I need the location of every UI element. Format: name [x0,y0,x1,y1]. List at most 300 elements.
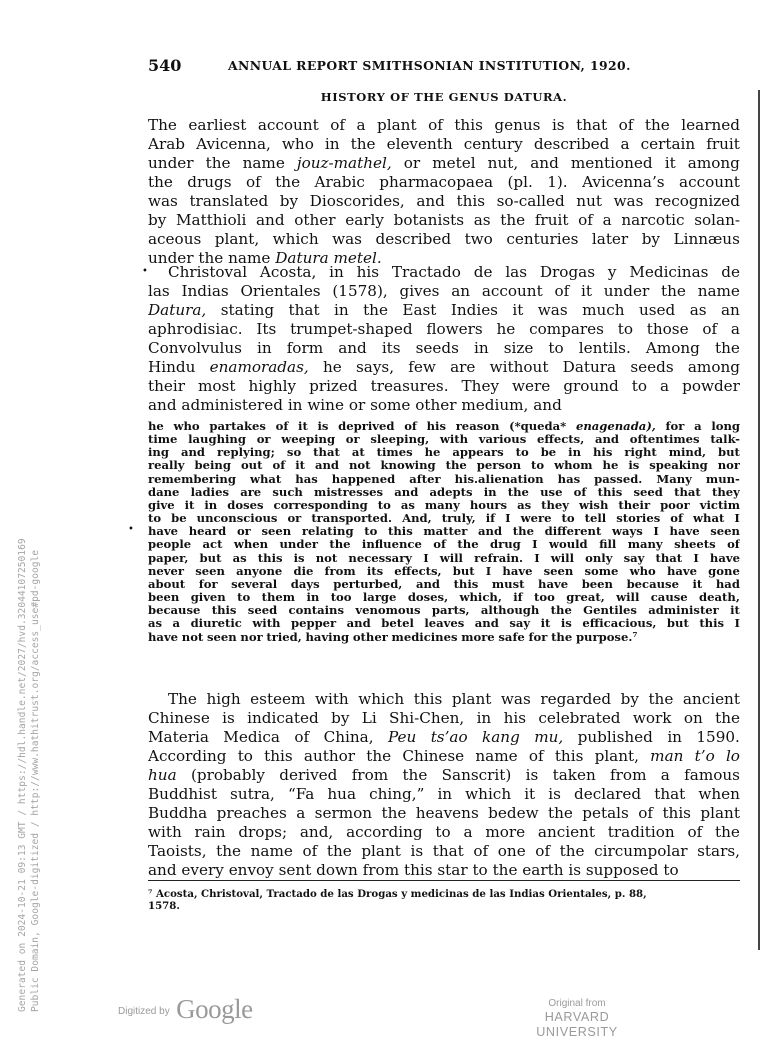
text-line [148,690,740,709]
word: have [709,551,740,565]
word: knowing [380,459,436,473]
word: and [394,485,419,499]
word: Datura [275,249,329,268]
word: was [500,690,531,708]
word: by [279,192,299,211]
word: of [275,420,289,433]
word: have [538,577,569,591]
word: to [377,498,391,512]
word: learned [681,116,740,134]
word: (probably [190,766,265,785]
text-line [148,525,740,538]
word: other [415,396,457,415]
word: in [204,498,218,512]
word: famous [684,766,740,785]
word: narcotic [621,211,685,230]
word: and [148,861,177,880]
word: their [618,498,651,512]
word: I [693,551,699,565]
page-number: 540 [148,56,182,75]
harvard-university-label: HARVARD UNIVERSITY [536,1010,618,1039]
word: has [557,472,581,486]
word: of [727,538,740,552]
word: his.alienation [454,472,544,486]
word: with [252,617,281,631]
word: and [530,154,559,173]
word: the [381,804,407,823]
word: or [403,154,421,173]
word: plant [377,116,417,134]
word: (*queda* [509,420,567,433]
word: medium, [461,396,529,415]
text-line [148,420,740,433]
word: unconscious [196,512,278,526]
word: long [711,420,740,433]
digitized-by-google [118,994,253,1025]
word: supposed [585,861,659,880]
word: he [322,358,342,377]
word: to [617,320,633,339]
word: in [324,135,340,154]
word: although [480,604,540,618]
word: in [329,263,344,281]
word: taken [552,766,596,785]
word: diuretic [190,617,242,631]
word: the [402,766,428,785]
word: heavens [415,804,479,823]
text-line [148,282,740,301]
word: people [148,538,192,552]
word: administer [648,604,719,618]
word: must [491,577,525,591]
word: The [168,690,197,708]
word: 1590. [696,728,740,747]
word: plant [700,804,740,823]
word: were [520,512,552,526]
word: as [232,551,247,565]
word: it [540,617,551,631]
word: the [507,485,529,499]
word: the [445,459,467,473]
word: sermon [314,804,373,823]
word: sheets [674,538,716,552]
word: Arab [148,135,186,154]
word: of [294,728,310,747]
word: of [618,116,634,134]
word: tried, [266,630,302,644]
word: Drogas [539,263,596,281]
word: las [148,282,170,301]
word: of [578,211,593,230]
word: more [485,823,526,842]
word: on [683,709,703,728]
word: is [317,420,329,433]
word: that [576,116,608,134]
word: flowers [426,320,483,339]
word: cause [650,591,688,605]
word: and [474,617,499,631]
word: it [730,604,740,618]
word: Chinese [148,709,210,728]
word: of [535,842,551,861]
paragraph-li-shi-chen [148,690,740,880]
word: de [473,263,493,281]
word: or [287,512,302,526]
text-line [148,154,740,173]
text-line [148,747,740,766]
word: be [540,446,557,460]
word: lentils. [578,339,631,358]
word: right [624,446,657,460]
word: fill [599,538,617,552]
word: “Fa [287,785,315,804]
word: influence [361,538,422,552]
word: Convolvulus [148,339,242,358]
word: name [228,249,271,268]
word: when [698,785,740,804]
word: of [246,173,261,192]
word: die [293,564,314,578]
word: an [720,301,740,320]
word: ing [148,446,169,460]
word: an [451,282,471,301]
stray-dot-mark: • [128,524,134,535]
word: ground [563,377,619,396]
word: it [524,785,536,804]
word: a [602,211,612,230]
word: will [550,551,574,565]
word: what [693,512,725,526]
word: Acosta, [259,263,317,281]
word: century [463,135,523,154]
text-line [148,631,740,644]
word: administered [181,396,283,415]
word: they [541,498,570,512]
word: pharmacopaea [379,173,494,192]
word: as [400,498,415,512]
word: in [437,785,453,804]
word: enamoradas, [209,358,309,377]
footnote-line: 1578. [148,900,180,912]
word: he [148,420,164,433]
word: and [533,396,562,415]
running-title: ANNUAL REPORT SMITHSONIAN INSTITUTION, 1920. [228,58,631,73]
word: it [664,154,676,173]
word: the [329,538,351,552]
word: hours [469,498,508,512]
word: or [256,433,271,447]
word: in [287,396,303,415]
watermark-line: Public Domain, Google-digitized / http://www.hathitrust.org/access_use#pd-google [30,549,41,1012]
word: give [148,498,175,512]
word: say [623,551,645,565]
word: to [515,446,529,460]
word: The [148,116,177,134]
word: only [585,551,613,565]
word: about [148,577,186,591]
text-line [148,578,740,591]
word: in [334,301,349,320]
word: which [272,230,319,249]
word: a [296,804,306,823]
word: effects, [536,433,585,447]
word: gone [708,564,740,578]
word: have [148,525,179,539]
word: among [687,358,740,377]
word: I [423,551,429,565]
word: of [554,282,570,301]
word: powder [682,377,740,396]
word: lo [725,747,740,766]
word: drops; [238,823,288,842]
footnote-line: ⁷ Acosta, Christoval, Tractado de las Drogas y medicinas de las Indias Orientales, p. 88, [148,888,647,900]
word: the [715,823,740,842]
word: Many [656,472,692,486]
word: Matthioli [176,211,247,230]
text-line [148,396,740,415]
word: ancient [682,690,740,708]
word: account [679,173,740,192]
word: are [450,358,476,377]
word: he [496,320,516,339]
word: name [697,282,740,301]
word: Tractado [391,263,461,281]
word: the [148,173,173,192]
word: victim [699,498,740,512]
word: nor [717,459,740,473]
word: nut, [487,154,519,173]
word: Christoval [168,263,248,281]
word: stating [220,301,275,320]
word: seeds [415,339,459,358]
word: two [464,230,493,249]
word: indicated [247,709,319,728]
text-line [148,358,740,377]
word: Avicenna’s [582,173,665,192]
word: from [362,861,400,880]
word: of [404,420,417,433]
text-line [148,486,740,499]
word: for [665,420,685,433]
word: great, [566,591,605,605]
word: to [631,377,647,396]
word: is [410,842,424,861]
word: of [573,485,587,499]
text-line [148,135,740,154]
word: 1). [547,173,568,192]
word: of [473,842,489,861]
word: replying; [216,446,275,460]
word: oftentimes [629,433,700,447]
word: perturbed, [333,577,403,591]
word: a [172,617,181,631]
word: the [550,604,572,618]
word: circumpolar [594,842,688,861]
word: ladies [190,485,229,499]
word: much [582,301,625,320]
word: tell [584,512,607,526]
word: if [485,512,496,526]
word: seen [207,630,237,644]
word: I [534,551,540,565]
word: death, [699,591,740,605]
word: weeping [281,433,336,447]
word: having [305,630,350,644]
word: have [502,564,533,578]
word: some [370,396,411,415]
word: is [525,766,539,785]
word: solan- [694,211,740,230]
word: mistresses [314,485,384,499]
word: eleventh [386,135,453,154]
word: the [326,842,352,861]
word: according [346,823,423,842]
word: corresponding [273,498,368,512]
word: gives [399,282,440,301]
word: more [461,630,495,644]
word: is [293,551,305,565]
word: he [602,459,619,473]
word: efficacious, [582,617,657,631]
word: by [331,709,350,728]
word: this [454,116,483,134]
word: plant, [214,230,260,249]
word: contains [288,604,344,618]
text-line [148,709,740,728]
word: was [613,192,644,211]
word: aphrodisiac. [148,320,243,339]
word: purpose.⁷ [575,630,638,644]
word: to [561,512,575,526]
word: Shi-Chen, [389,709,465,728]
word: because [626,577,679,591]
word: the [457,538,479,552]
google-logo: Google [176,994,253,1024]
word: published [577,728,653,747]
word: too [330,591,352,605]
word: the [715,709,740,728]
word: those [646,320,689,339]
word: of [428,116,443,134]
word: of [272,459,286,473]
word: certain [640,135,696,154]
word: had [715,577,740,591]
word: who [281,135,314,154]
word: after [409,472,441,486]
text-line [148,565,740,578]
word: Medica [223,728,280,747]
word: size [503,339,534,358]
word: early [345,211,384,230]
word: person [476,459,522,473]
word: ancient [537,823,595,842]
word: dane [148,485,180,499]
word: nut [576,192,602,211]
word: mind, [668,446,706,460]
word: derived [279,766,338,785]
word: the [644,116,670,134]
word: petals [582,804,629,823]
word: happened [331,472,396,486]
word: is [568,861,581,880]
word: las [505,263,528,281]
word: that [655,551,683,565]
word: under [148,249,194,268]
word: at [351,446,365,460]
word: he [424,446,441,460]
word: Dioscorides, [309,192,405,211]
word: for [528,630,548,644]
word: because [148,604,201,618]
word: of [670,512,684,526]
original-from-harvard [508,998,646,1040]
word: his [356,263,380,281]
word: are [240,485,262,499]
word: I [505,512,511,526]
word: regarded [540,690,612,708]
word: plant [361,842,401,861]
word: a [694,420,702,433]
word: leaves [424,617,465,631]
word: China, [323,728,374,747]
word: them [261,591,296,605]
word: translated [189,192,269,211]
text-line [148,192,740,211]
word: fruit [706,135,740,154]
word: aceous [148,230,202,249]
word: with [439,433,469,447]
word: that [313,446,340,460]
word: refrain. [474,551,524,565]
text-line [148,766,740,785]
word: of [330,116,345,134]
word: being [194,459,231,473]
word: and [478,525,503,539]
word: jouz-mathel, [296,154,392,173]
word: seen [710,525,740,539]
text-line [148,823,740,842]
text-line [148,538,740,551]
word: this [597,485,623,499]
word: whom [554,459,593,473]
word: paper, [148,551,189,565]
word: but [717,446,740,460]
word: account [257,116,319,134]
word: some [584,564,619,578]
word: is [628,459,640,473]
word: have [148,630,179,644]
word: trumpet-shaped [290,320,413,339]
word: will [439,551,463,565]
word: genus [494,116,541,134]
word: Buddha [148,804,208,823]
word: various [478,433,527,447]
word: stories [616,512,661,526]
text-line [148,861,740,880]
section-title: HISTORY OF THE GENUS DATURA. [320,90,568,104]
word: and, [299,823,334,842]
page-edge-line [758,90,760,950]
word: ways [611,525,643,539]
word: a [620,135,630,154]
word: Medicinas [629,263,709,281]
word: name [475,747,518,766]
word: Peu [387,728,417,747]
word: poor [660,498,690,512]
word: Arabic [314,173,365,192]
word: the [216,842,242,861]
word: this [403,861,433,880]
